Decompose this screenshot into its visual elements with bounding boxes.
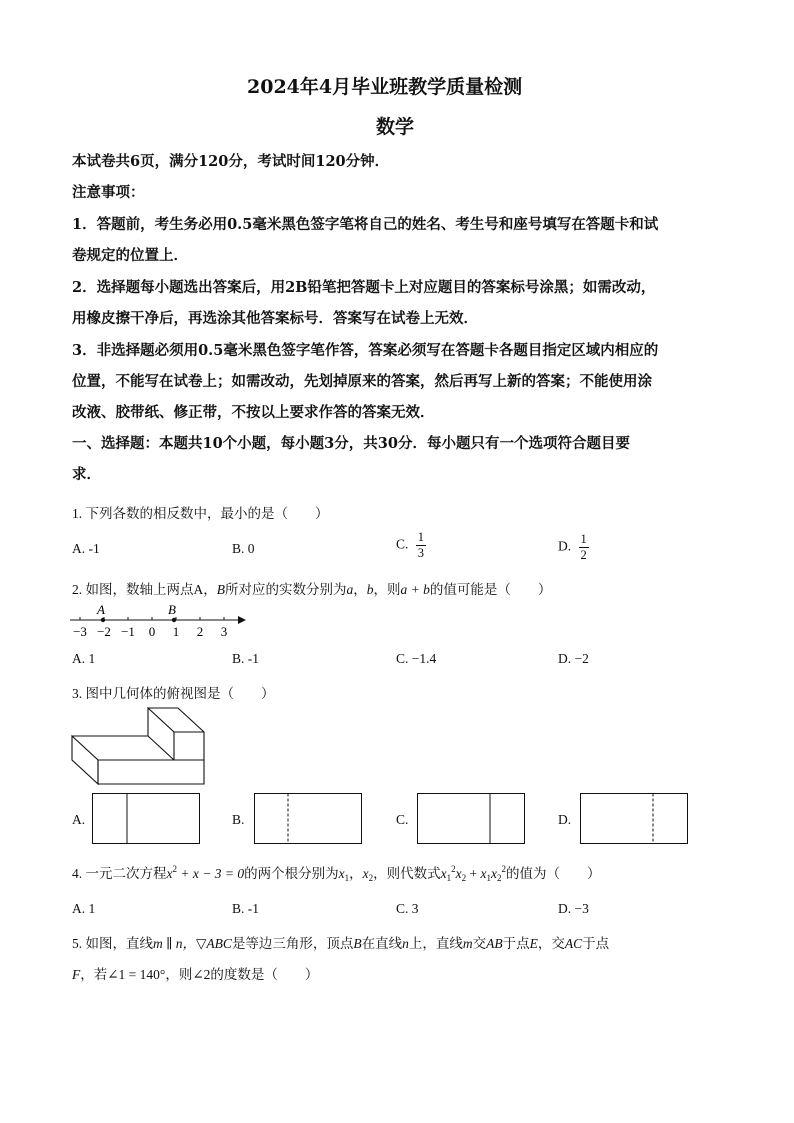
subject-title: 数学 [376, 116, 415, 138]
note-3-line-1: 3．非选择题必须用0.5毫米黑色签字笔作答，答案必须写在答题卡各题目指定区域内相应的 [72, 342, 659, 359]
q2-comma: ， [353, 582, 367, 597]
q3-stem: 3. 图中几何体的俯视图是（ ） [72, 686, 275, 701]
q1-option-c-denominator: 3 [417, 546, 425, 560]
note-2-line-2: 用橡皮擦干净后，再选涂其他答案标号．答案写在试卷上无效． [72, 310, 478, 327]
note-3-line-2: 位置，不能写在试卷上；如需改动，先划掉原来的答案，然后再写上新的答案；不能使用涂 [72, 373, 652, 390]
q2-stem-mid: 所对应的实数分别为 [225, 582, 347, 597]
q1-stem: 1. 下列各数的相反数中，最小的是（ ） [72, 506, 329, 521]
point-a-label: A [97, 602, 105, 617]
q2-number-line [66, 600, 251, 642]
exam-info: 本试卷共6页，满分120分，考试时间120分钟． [72, 153, 390, 170]
q3-option-c-figure [417, 793, 527, 847]
q3-option-b-figure [254, 793, 364, 847]
q2-option-d: D. −2 [558, 651, 589, 666]
q1-option-d-label: D. [558, 538, 572, 554]
note-1-line-1: 1．答题前，考生务必用0.5毫米黑色签字笔将自己的姓名、考生号和座号填写在答题卡和试 [72, 216, 659, 233]
q2-option-a: A. 1 [72, 651, 96, 666]
q3-option-a: A. [72, 812, 86, 827]
tick-label: 3 [220, 624, 228, 639]
section-1-heading-line-2: 求． [72, 466, 101, 483]
q4-option-b: B. -1 [232, 901, 259, 916]
q2-option-b: B. -1 [232, 651, 259, 666]
q4-stem-pre: 4. 一元二次方程 [72, 866, 167, 881]
q4-stem-mid: 的两个根分别为 [244, 866, 339, 881]
notes-heading: 注意事项： [72, 184, 145, 201]
q1-option-c-numerator: 1 [417, 530, 425, 544]
q4-stem-end: 的值为（ ） [505, 866, 601, 881]
q3-option-d-figure [580, 793, 690, 847]
q1-option-c [396, 530, 426, 561]
q2-option-c: C. −1.4 [396, 651, 437, 666]
q2-stem-pre: 2. 如图，数轴上两点A， [72, 582, 217, 597]
q2-stem [72, 578, 551, 598]
q4-option-d: D. −3 [558, 901, 589, 916]
q1-option-b: B. 0 [232, 541, 255, 556]
point-b-label: B [168, 602, 176, 617]
q3-option-a-figure [92, 793, 202, 847]
note-3-line-3: 改液、胶带纸、修正带，不按以上要求作答的答案无效． [72, 404, 435, 421]
q5-stem-line-1: 5. 如图，直线m ∥ n，▽ABC是等边三角形，顶点B在直线n上，直线m交AB于点E，交AC于点 [72, 936, 610, 951]
section-1-heading-line-1: 一、选择题：本题共10个小题，每小题3分，共30分．每小题只有一个选项符合题目要 [72, 435, 630, 452]
point-a-dot [101, 618, 105, 622]
point-b-dot [172, 618, 176, 622]
q2-stem-then: ，则 [373, 582, 401, 597]
number-line-arrow [238, 616, 246, 624]
q1-option-d-fraction [579, 532, 589, 563]
note-2-line-1: 2．选择题每小题选出答案后，用2B铅笔把答题卡上对应题目的答案标号涂黑；如需改动， [72, 279, 656, 296]
q1-option-c-fraction [416, 530, 426, 561]
tick-label: 1 [172, 624, 180, 639]
q2-expr: a + b [400, 582, 430, 597]
q3-option-b: B. [232, 812, 245, 827]
tick-label: −3 [73, 624, 87, 639]
q1-option-d-numerator: 1 [580, 532, 587, 546]
q1-option-a: A. -1 [72, 541, 100, 556]
note-1-line-2: 卷规定的位置上． [72, 247, 188, 264]
q4-option-c: C. 3 [396, 901, 419, 916]
q2-var-a: a [346, 582, 354, 597]
tick-label: 0 [148, 624, 156, 639]
q4-option-a: A. 1 [72, 901, 96, 916]
q4-stem: 4. 一元二次方程$x^2 + x - 3 = 0$的两个根分别为$x_1$，$x_2$，则代数式$x_1^2x_2 + x_1x_2^2$的值为（ ） [72, 864, 601, 883]
q3-option-c: C. [396, 812, 409, 827]
tick-label: 2 [196, 624, 204, 639]
q4-stem-mid2: ，则代数式 [373, 866, 441, 881]
q3-option-d: D. [558, 812, 572, 827]
q5-stem-line-2: F，若∠1 = 140°，则∠2的度数是（ ） [72, 967, 319, 982]
q4-equation: + x − 3 = 0 [177, 866, 245, 881]
q2-stem-end: 的值可能是（ ） [429, 582, 552, 597]
q1-option-d-denominator: 2 [580, 548, 587, 562]
q1-option-d [558, 532, 589, 563]
tick-label: −2 [97, 624, 111, 639]
tick-label: −1 [121, 624, 135, 639]
q2-var-b: b [366, 582, 374, 597]
q2-stem-b: B [216, 582, 225, 597]
exam-title: 2024年4月毕业班教学质量检测 [247, 76, 523, 98]
q1-option-c-label: C. [396, 536, 409, 552]
q3-solid-figure [68, 704, 210, 788]
